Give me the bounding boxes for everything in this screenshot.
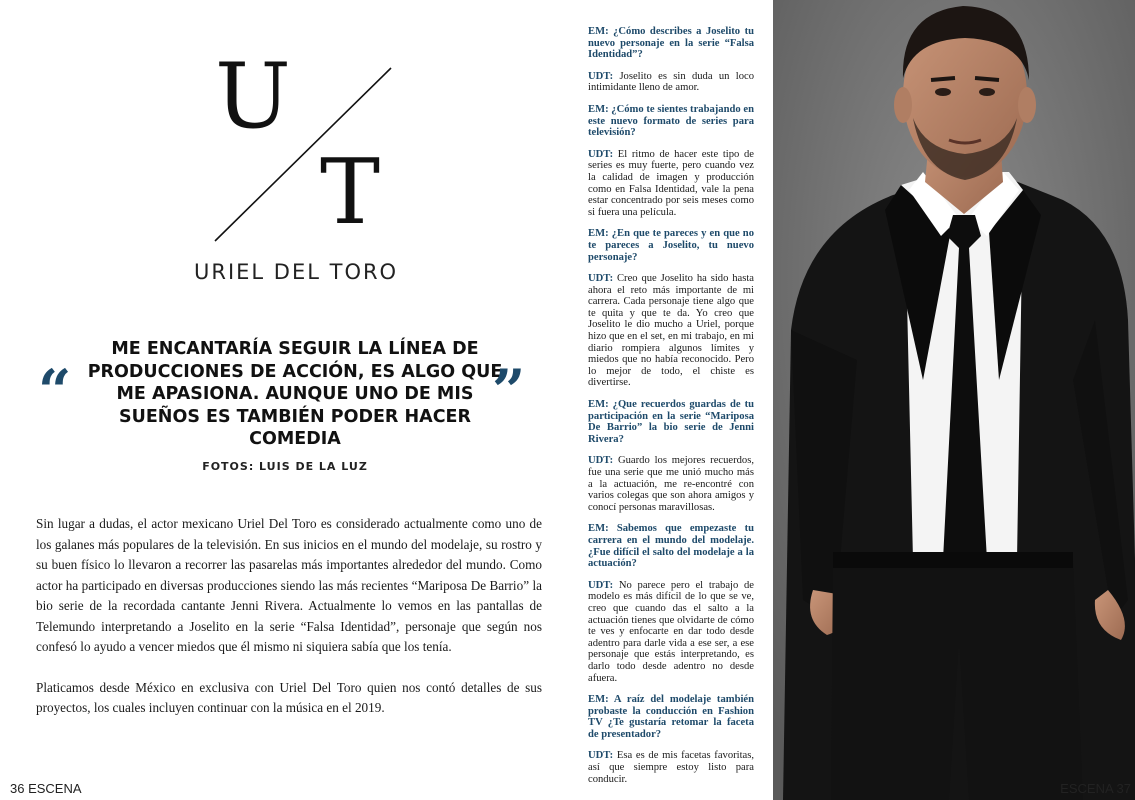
photo-credit: FOTOS: LUIS DE LA LUZ [202,460,368,473]
page-folio-left: 36 ESCENA [10,781,82,796]
pull-quote: ME ENCANTARÍA SEGUIR LA LÍNEA DE PRODUCCIONES DE ACCIÓN, ES ALGO QUE ME APASIONA. AUNQUE UNO DE MIS SUEÑOS ES TAMBIÉN PODER HACER COMEDIA [87,339,503,449]
interview-question: EM: ¿Cómo te sientes trabajando en este nuevo formato de series para televisión? [588,103,754,139]
interview-question: EM: ¿Cómo describes a Joselito tu nuevo personaje en la serie “Falsa Identidad”? [588,26,754,61]
interview-answer [588,580,754,684]
intro-paragraph: Sin lugar a dudas, el actor mexicano Uriel Del Toro es considerado actualmente como uno de los galanes más populares de la televisión. En sus inicios en el mundo del modelaje, su rostro y su buen físico lo llevaron a recorrer las pasarelas más importantes alrededor del mundo. Como actor ha participado en diversas producciones siendo las más recientes “Mariposa De Barrio” la bio serie de la recordada cantante Jenni Rivera. Actualmente lo vemos en las pantallas de Telemundo interpretando a Joselito en la serie “Falsa Identidad”, personaje que según nos confesó lo ayudo a vencer miedos que él mismo ni siquiera sabía que los tenía. [36,516,542,654]
answer-text: El ritmo de hacer este tipo de series es muy fuerte, pero cuando vez la calidad de imagen y producción como en Falsa Identidad, vale la pena estar concentrado por seis meses como si fuera una película. [588,148,754,218]
interview-question: EM: ¿En que te pareces y en que no te pareces a Joselito, tu nuevo personaje? [588,228,754,263]
interview-question: EM: A raíz del modelaje también probaste la conducción en Fashion TV ¿Te gustaría retomar la faceta de presentador? [588,694,754,740]
answer-label: UDT: [588,579,614,591]
portrait-illustration [773,0,1135,800]
subject-name: URIEL DEL TORO [194,260,399,284]
close-quote-mark: ” [492,357,526,425]
interview-question: EM: ¿Que recuerdos guardas de tu participación en la serie “Mariposa De Barrio” la bio serie de Jenni Rivera? [588,399,754,445]
interview-answer [588,750,754,785]
interview-column [588,26,754,795]
intro-paragraph: Platicamos desde México en exclusiva con Uriel Del Toro quien nos contó detalles de sus proyectos, los cuales incluyen continuar con la música en el 2019. [36,679,542,715]
monogram-letter-t: T [320,140,381,245]
open-quote-mark: “ [38,357,72,425]
answer-label: UDT: [588,750,614,762]
answer-label: UDT: [588,273,614,285]
portrait-photo [773,0,1135,800]
answer-label: UDT: [588,455,614,467]
answer-text: Creo que Joselito ha sido hasta ahora el reto más importante de mi carrera. Cada personaje tiene algo que te quita y que te da. Yo creo que Joselito le dio mucho a Uriel, porque hizo que en el set, en mi trabajo, en mi diario rompiera algunos límites y miedos que no había reconocido. Pero lo mejor de todo, el chiste es divertirse. [588,273,754,389]
left-page [0,0,566,800]
answer-text: Joselito es sin duda un loco intimidante lleno de amor. [588,70,754,94]
answer-text: No parece pero el trabajo de modelo es más difícil de lo que se ve, creo que cuando das el salto a la actuación tienes que olvidarte de cómo te ves y enfocarte en dar todo desde adentro para darle vida a ese ser, a ese personaje que estás interpretando, es darlo todo desde adentro no desde afuera. [588,579,755,684]
answer-text: Guardo los mejores recuerdos, fue una serie que me unió mucho más a la actuación, me re-encontré con varios colegas que son ahora amigos y conocí personas maravillosas. [588,455,755,513]
answer-text: Esa es de mis facetas favoritas, así que siempre estoy listo para conducir. [588,750,755,785]
interview-answer [588,273,754,389]
interview-question: EM: Sabemos que empezaste tu carrera en el mundo del modelaje. ¿Fue difícil el salto del modelaje a la actuación? [588,523,754,570]
interview-answer [588,455,754,513]
answer-label: UDT: [588,70,614,82]
monogram-letter-u: U [215,44,291,149]
page-folio-right: ESCENA 37 [1060,781,1131,796]
interview-answer [588,71,754,94]
interview-answer [588,149,754,219]
answer-label: UDT: [588,148,614,160]
intro-text [36,514,542,739]
